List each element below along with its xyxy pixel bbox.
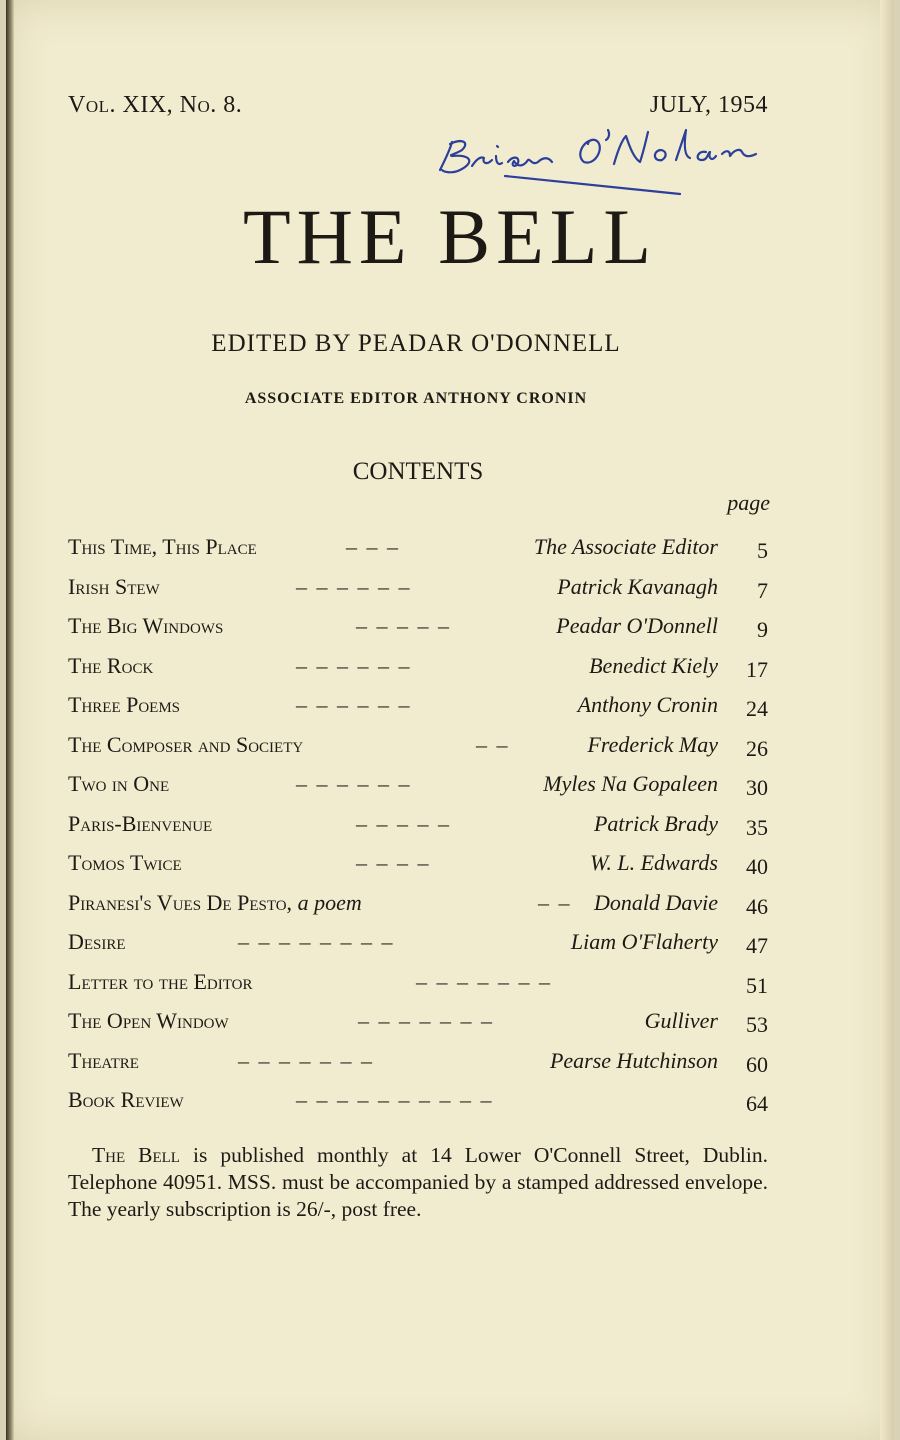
toc-author: Donald Davie	[593, 889, 718, 915]
toc-title-text: The Composer and Society	[68, 731, 304, 757]
toc-leader-dashes: – – – –	[356, 850, 431, 875]
toc-row	[68, 846, 768, 886]
toc-title-text: This Time, This Place	[68, 534, 257, 559]
toc-subtitle: a poem	[297, 889, 362, 915]
toc-author: The Associate Editor	[533, 534, 718, 559]
toc-title-text: The Rock	[68, 652, 154, 678]
toc-title-text: Tomos Twice	[68, 850, 182, 875]
toc-row	[68, 1083, 768, 1123]
toc-page-number: 47	[746, 933, 768, 958]
toc-page-number: 5	[757, 538, 768, 563]
toc-author: Benedict Kiely	[589, 652, 718, 678]
toc-title-text: Three Poems	[68, 692, 181, 717]
toc-row	[68, 1004, 768, 1044]
toc-author: Peadar O'Donnell	[556, 613, 718, 638]
toc-page-number: 7	[757, 577, 768, 603]
toc-title	[68, 890, 362, 916]
toc-title	[68, 929, 126, 955]
toc-row	[68, 570, 768, 610]
toc-page-number: 9	[757, 617, 768, 642]
toc-author: Anthony Cronin	[577, 692, 718, 717]
toc-title-text: The Open Window	[68, 1008, 229, 1033]
toc-leader-dashes: – – – – –	[356, 613, 451, 638]
toc-title	[68, 771, 169, 797]
toc-row	[68, 1044, 768, 1084]
toc-author: Patrick Kavanagh	[557, 573, 718, 599]
toc-row	[68, 807, 768, 847]
toc-author: Frederick May	[587, 731, 718, 757]
toc-title	[68, 1008, 229, 1034]
toc-title	[68, 732, 303, 758]
toc-title-text: Letter to the Editor	[68, 968, 253, 994]
toc-page-number: 26	[746, 735, 768, 761]
toc-leader-dashes: – – – – – –	[296, 692, 412, 717]
toc-title	[68, 574, 160, 600]
toc-leader-dashes: – – –	[346, 534, 400, 559]
toc-leader-dashes: – – – – – –	[296, 573, 412, 599]
toc-page-number: 24	[746, 696, 768, 721]
toc-page-number: 35	[746, 814, 768, 840]
editor-line: EDITED BY PEADAR O'DONNELL	[211, 330, 621, 357]
issue-date: JULY, 1954	[649, 92, 768, 118]
issue-header	[68, 92, 768, 128]
toc-row	[68, 925, 768, 965]
toc-row	[68, 609, 768, 649]
toc-author: Patrick Brady	[593, 810, 718, 836]
toc-row	[68, 767, 768, 807]
toc-title-text: Desire	[68, 929, 126, 954]
toc-leader-dashes: – – – – – – –	[238, 1047, 374, 1073]
toc-page-number: 30	[746, 775, 768, 800]
toc-title-text: Irish Stew	[68, 573, 160, 599]
toc-author: Gulliver	[644, 1008, 718, 1033]
toc-leader-dashes: – – – – – – – – – –	[296, 1087, 494, 1112]
toc-author: Liam O'Flaherty	[570, 929, 718, 954]
publication-notice	[68, 1142, 768, 1223]
toc-title-text: Piranesi's Vues De Pesto,	[68, 889, 293, 915]
toc-title-text: The Big Windows	[68, 613, 224, 638]
toc-page-number: 60	[746, 1051, 768, 1077]
toc-leader-dashes: – – – – – –	[296, 652, 412, 678]
toc-leader-dashes: – – – – –	[356, 810, 451, 836]
volume-number: Vol. XIX, No. 8.	[68, 92, 243, 118]
toc-title	[68, 613, 223, 639]
toc-page-number: 40	[746, 854, 768, 879]
toc-row	[68, 688, 768, 728]
toc-row	[68, 530, 768, 570]
toc-page-number: 64	[746, 1091, 768, 1116]
toc-row	[68, 728, 768, 768]
toc-title	[68, 811, 212, 837]
publication-notice-lead: The Bell	[92, 1143, 180, 1167]
publication-notice-text: is published monthly at 14 Lower O'Connell Street, Dublin. Telephone 40951. MSS. must be accompanied by a stamped addressed envelope. The yearly subscription is 26/-, post free.	[68, 1143, 769, 1221]
toc-author: Myles Na Gopaleen	[543, 771, 718, 796]
toc-title	[68, 1048, 139, 1074]
toc-title-text: Book Review	[68, 1087, 184, 1112]
toc-title-text: Theatre	[68, 1047, 139, 1073]
table-of-contents	[68, 530, 768, 1123]
toc-author: Pearse Hutchinson	[549, 1047, 718, 1073]
toc-author: W. L. Edwards	[590, 850, 718, 875]
toc-title	[68, 850, 182, 876]
toc-row	[68, 649, 768, 689]
toc-leader-dashes: – –	[538, 889, 572, 915]
toc-leader-dashes: – – – – – – – –	[238, 929, 395, 954]
toc-title-text: Two in One	[68, 771, 170, 796]
toc-title	[68, 534, 257, 560]
toc-row	[68, 886, 768, 926]
toc-leader-dashes: – – – – – – –	[358, 1008, 494, 1033]
toc-title	[68, 1087, 184, 1113]
magazine-title: THE BELL	[242, 193, 658, 280]
toc-leader-dashes: – – – – – – –	[416, 968, 552, 994]
toc-page-number: 17	[746, 656, 768, 682]
toc-title	[68, 653, 153, 679]
associate-editor-line: ASSOCIATE EDITOR ANTHONY CRONIN	[244, 390, 588, 407]
contents-heading: CONTENTS	[352, 458, 484, 485]
toc-page-number: 46	[746, 893, 768, 919]
toc-title	[68, 692, 180, 718]
toc-title	[68, 969, 252, 995]
toc-page-number: 51	[746, 972, 768, 998]
page-column-label: page	[727, 490, 770, 515]
toc-row	[68, 965, 768, 1005]
toc-page-number: 53	[746, 1012, 768, 1037]
toc-title-text: Paris-Bienvenue	[68, 810, 213, 836]
toc-leader-dashes: – –	[476, 731, 510, 757]
toc-leader-dashes: – – – – – –	[296, 771, 412, 796]
